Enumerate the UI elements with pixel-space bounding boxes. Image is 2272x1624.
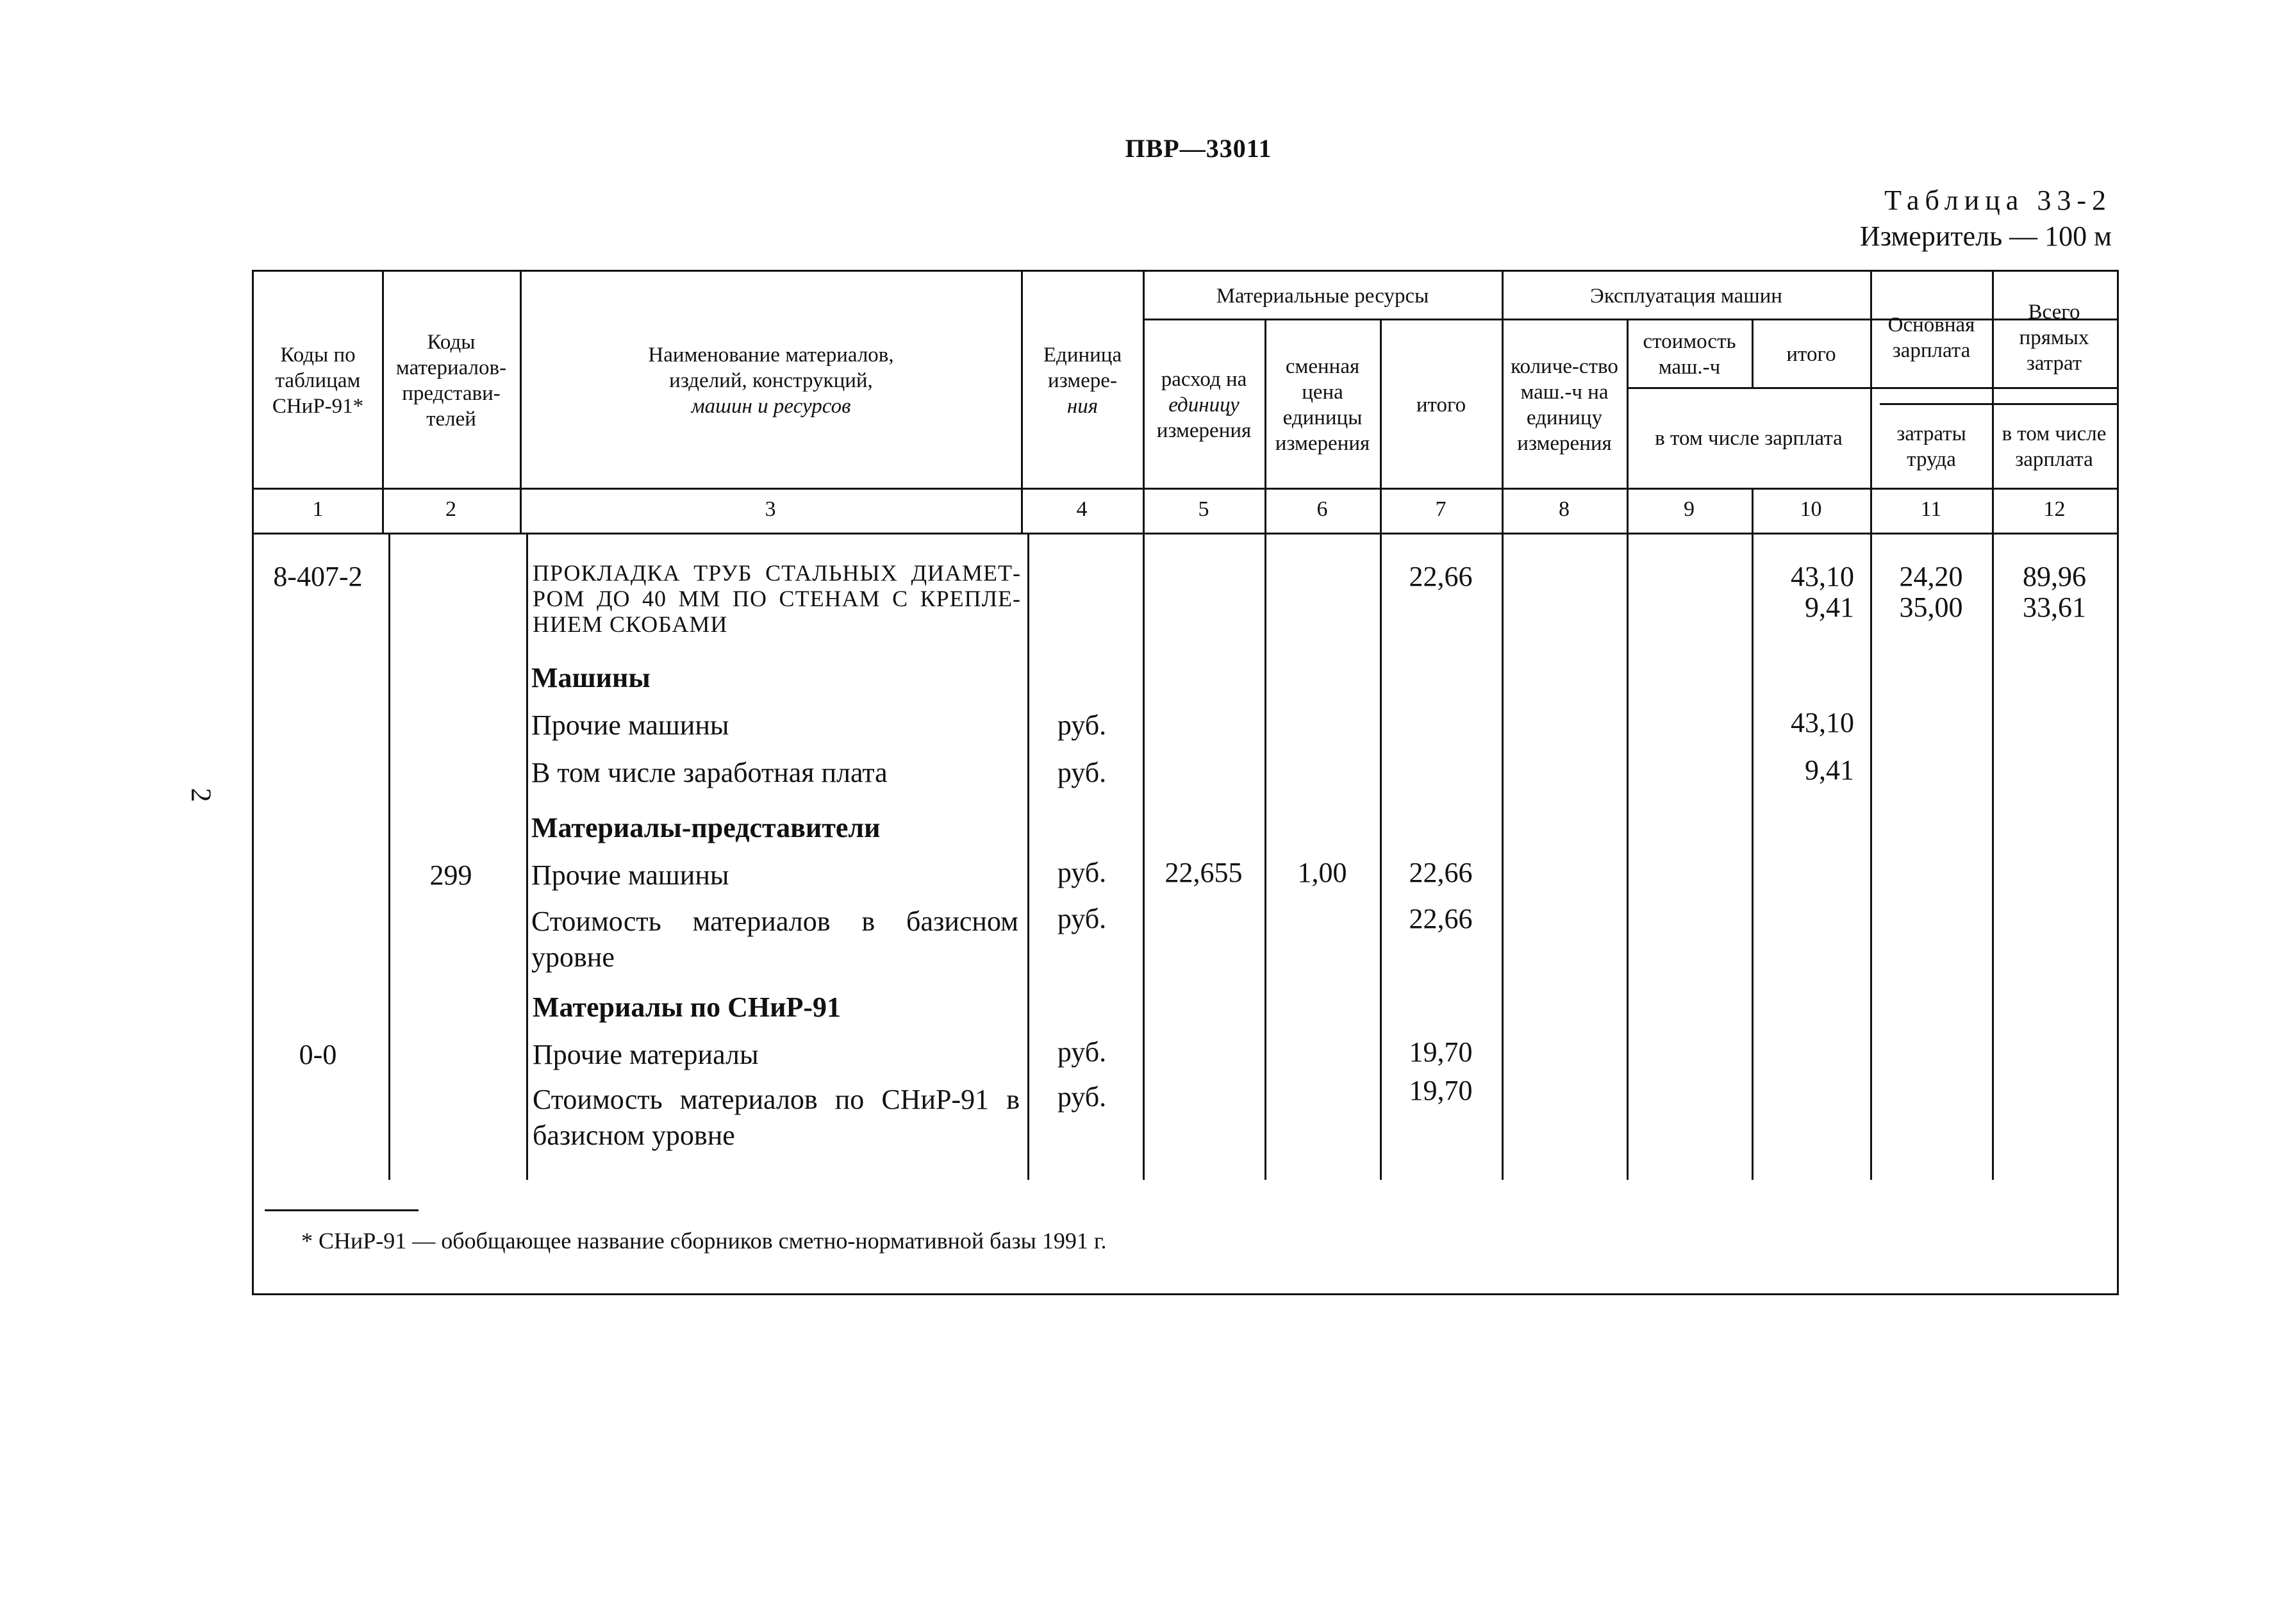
col-rule [520,272,522,533]
header-name [523,275,1019,486]
other-machines-value: 43,10 [1791,707,1854,738]
column-number: 10 [1800,497,1822,521]
body-rule [1752,533,1754,1180]
row-wage: В том числе заработная плата [531,757,888,788]
header-materials-total: итого [1416,393,1466,417]
header-material-resources: Материальные ресурсы [1216,285,1429,308]
column-number: 2 [445,497,456,521]
page-number: 2 [185,788,217,802]
unit-rub: руб. [1057,1036,1107,1068]
unit-rub: руб. [1057,1081,1107,1113]
table-label: Таблица 33-2 [1884,185,2112,216]
header-labor: затраты труда [1896,422,1966,471]
col-rule [1021,272,1023,533]
rule-wage-sub [1880,403,2117,405]
snir-cost-total: 19,70 [1409,1075,1473,1106]
col-rule [382,272,384,533]
header-consumption-line1: расход на [1161,367,1247,391]
column-number: 3 [765,497,776,521]
header-machines-wage: в том числе зарплата [1655,427,1843,450]
header-machine-hour-cost: стоимость маш.-ч [1643,330,1736,379]
section-machines: Машины [531,662,651,693]
unit-rub: руб. [1057,757,1107,788]
wage-value: 9,41 [1805,754,1854,786]
unit-rub: руб. [1057,857,1107,888]
machines-wage: 9,41 [1805,592,1854,623]
other-materials-total: 19,70 [1409,1036,1473,1068]
header-machines-total: итого [1786,343,1836,366]
body-rule [1502,533,1504,1180]
direct-wage: 33,61 [2023,592,2086,623]
column-number: 1 [312,497,324,521]
main-wage: 24,20 [1899,561,1963,592]
row-other-machines: Прочие машины [531,709,729,741]
section-snir: Материалы по СНиР-91 [533,991,842,1023]
header-name-line2: изделий, конструкций, [669,369,873,392]
table-frame [252,270,2119,1295]
rep-cost-total: 22,66 [1409,903,1473,934]
unit-rub: руб. [1057,709,1107,741]
header-main-wage: Основная зарплата [1887,313,1975,362]
column-number: 7 [1435,497,1447,521]
total-materials: 22,66 [1409,561,1473,592]
header-consumption-line3: измерения [1156,418,1252,442]
header-name-line1: Наименование материалов, [648,344,894,367]
code-main: 8-407-2 [273,561,363,592]
body-rule [1627,533,1629,1180]
rep-price: 1,00 [1297,857,1347,888]
footnote-rule [265,1209,419,1211]
column-number: 5 [1198,497,1209,521]
row-rep-cost: Стоимость материалов в базисном уровне [531,906,1018,973]
row-rep-other: Прочие машины [531,859,729,891]
rep-consumption: 22,655 [1165,857,1243,888]
rep-total: 22,66 [1409,857,1473,888]
section-representatives: Материалы-представители [531,812,881,843]
header-consumption [1145,323,1263,486]
footnote: * СНиР-91 — обобщающее название сборников сметно-нормативной базы 1991 г. [301,1228,1107,1254]
column-number: 11 [1920,497,1942,521]
direct-total: 89,96 [2023,561,2086,592]
body-rule [526,533,528,1180]
header-unit-line2: измере- [1048,369,1117,392]
rep-code: 299 [429,859,472,891]
column-number: 12 [2043,497,2066,521]
unit-rub: руб. [1057,903,1107,934]
column-number: 4 [1076,497,1088,521]
machines-total: 43,10 [1791,561,1854,592]
column-number: 9 [1684,497,1695,521]
body-rule [1992,533,1994,1180]
header-price: сменная цена единицы измерения [1275,354,1370,455]
rule-numbers-bottom [254,533,2117,534]
rule-header-bottom [254,488,2117,490]
document-title: ПВР—33011 [1125,134,1272,163]
row-snir-cost: Стоимость материалов по СНиР-91 в базисном уровне [533,1084,1020,1151]
measure-unit: Измеритель — 100 м [1859,220,2112,252]
header-codes-representatives: Коды материалов-представи-телей [395,331,507,431]
header-machine-hours: количе-ство маш.-ч на единицу измерения [1511,354,1618,455]
body-rule [388,533,390,1180]
item-title: ПРОКЛАДКА ТРУБ СТАЛЬНЫХ ДИАМЕТ-РОМ ДО 40 ММ ПО СТЕНАМ С КРЕПЛЕ-НИЕМ СКОБАМИ [533,560,1021,637]
header-unit [1024,275,1141,486]
header-consumption-line2: единицу [1168,393,1240,417]
header-unit-line3: ния [1066,395,1099,418]
table-caption [1860,183,2112,254]
header-machine-operation: Эксплуатация машин [1590,285,1782,308]
header-direct-wage: в том числе зарплата [2002,422,2107,471]
column-number: 8 [1559,497,1570,521]
header-name-line3: машин и ресурсов [691,395,851,418]
column-number: 6 [1316,497,1328,521]
body-rule [1870,533,1872,1180]
header-direct-total: Всего прямых затрат [2019,301,2089,375]
row-other-materials: Прочие материалы [533,1039,759,1070]
header-codes-snir: Коды по таблицам СНиР-91* [272,344,364,418]
header-unit-line1: Единица [1043,344,1122,367]
snir-code: 0-0 [299,1039,337,1070]
labor-cost: 35,00 [1899,592,1963,623]
